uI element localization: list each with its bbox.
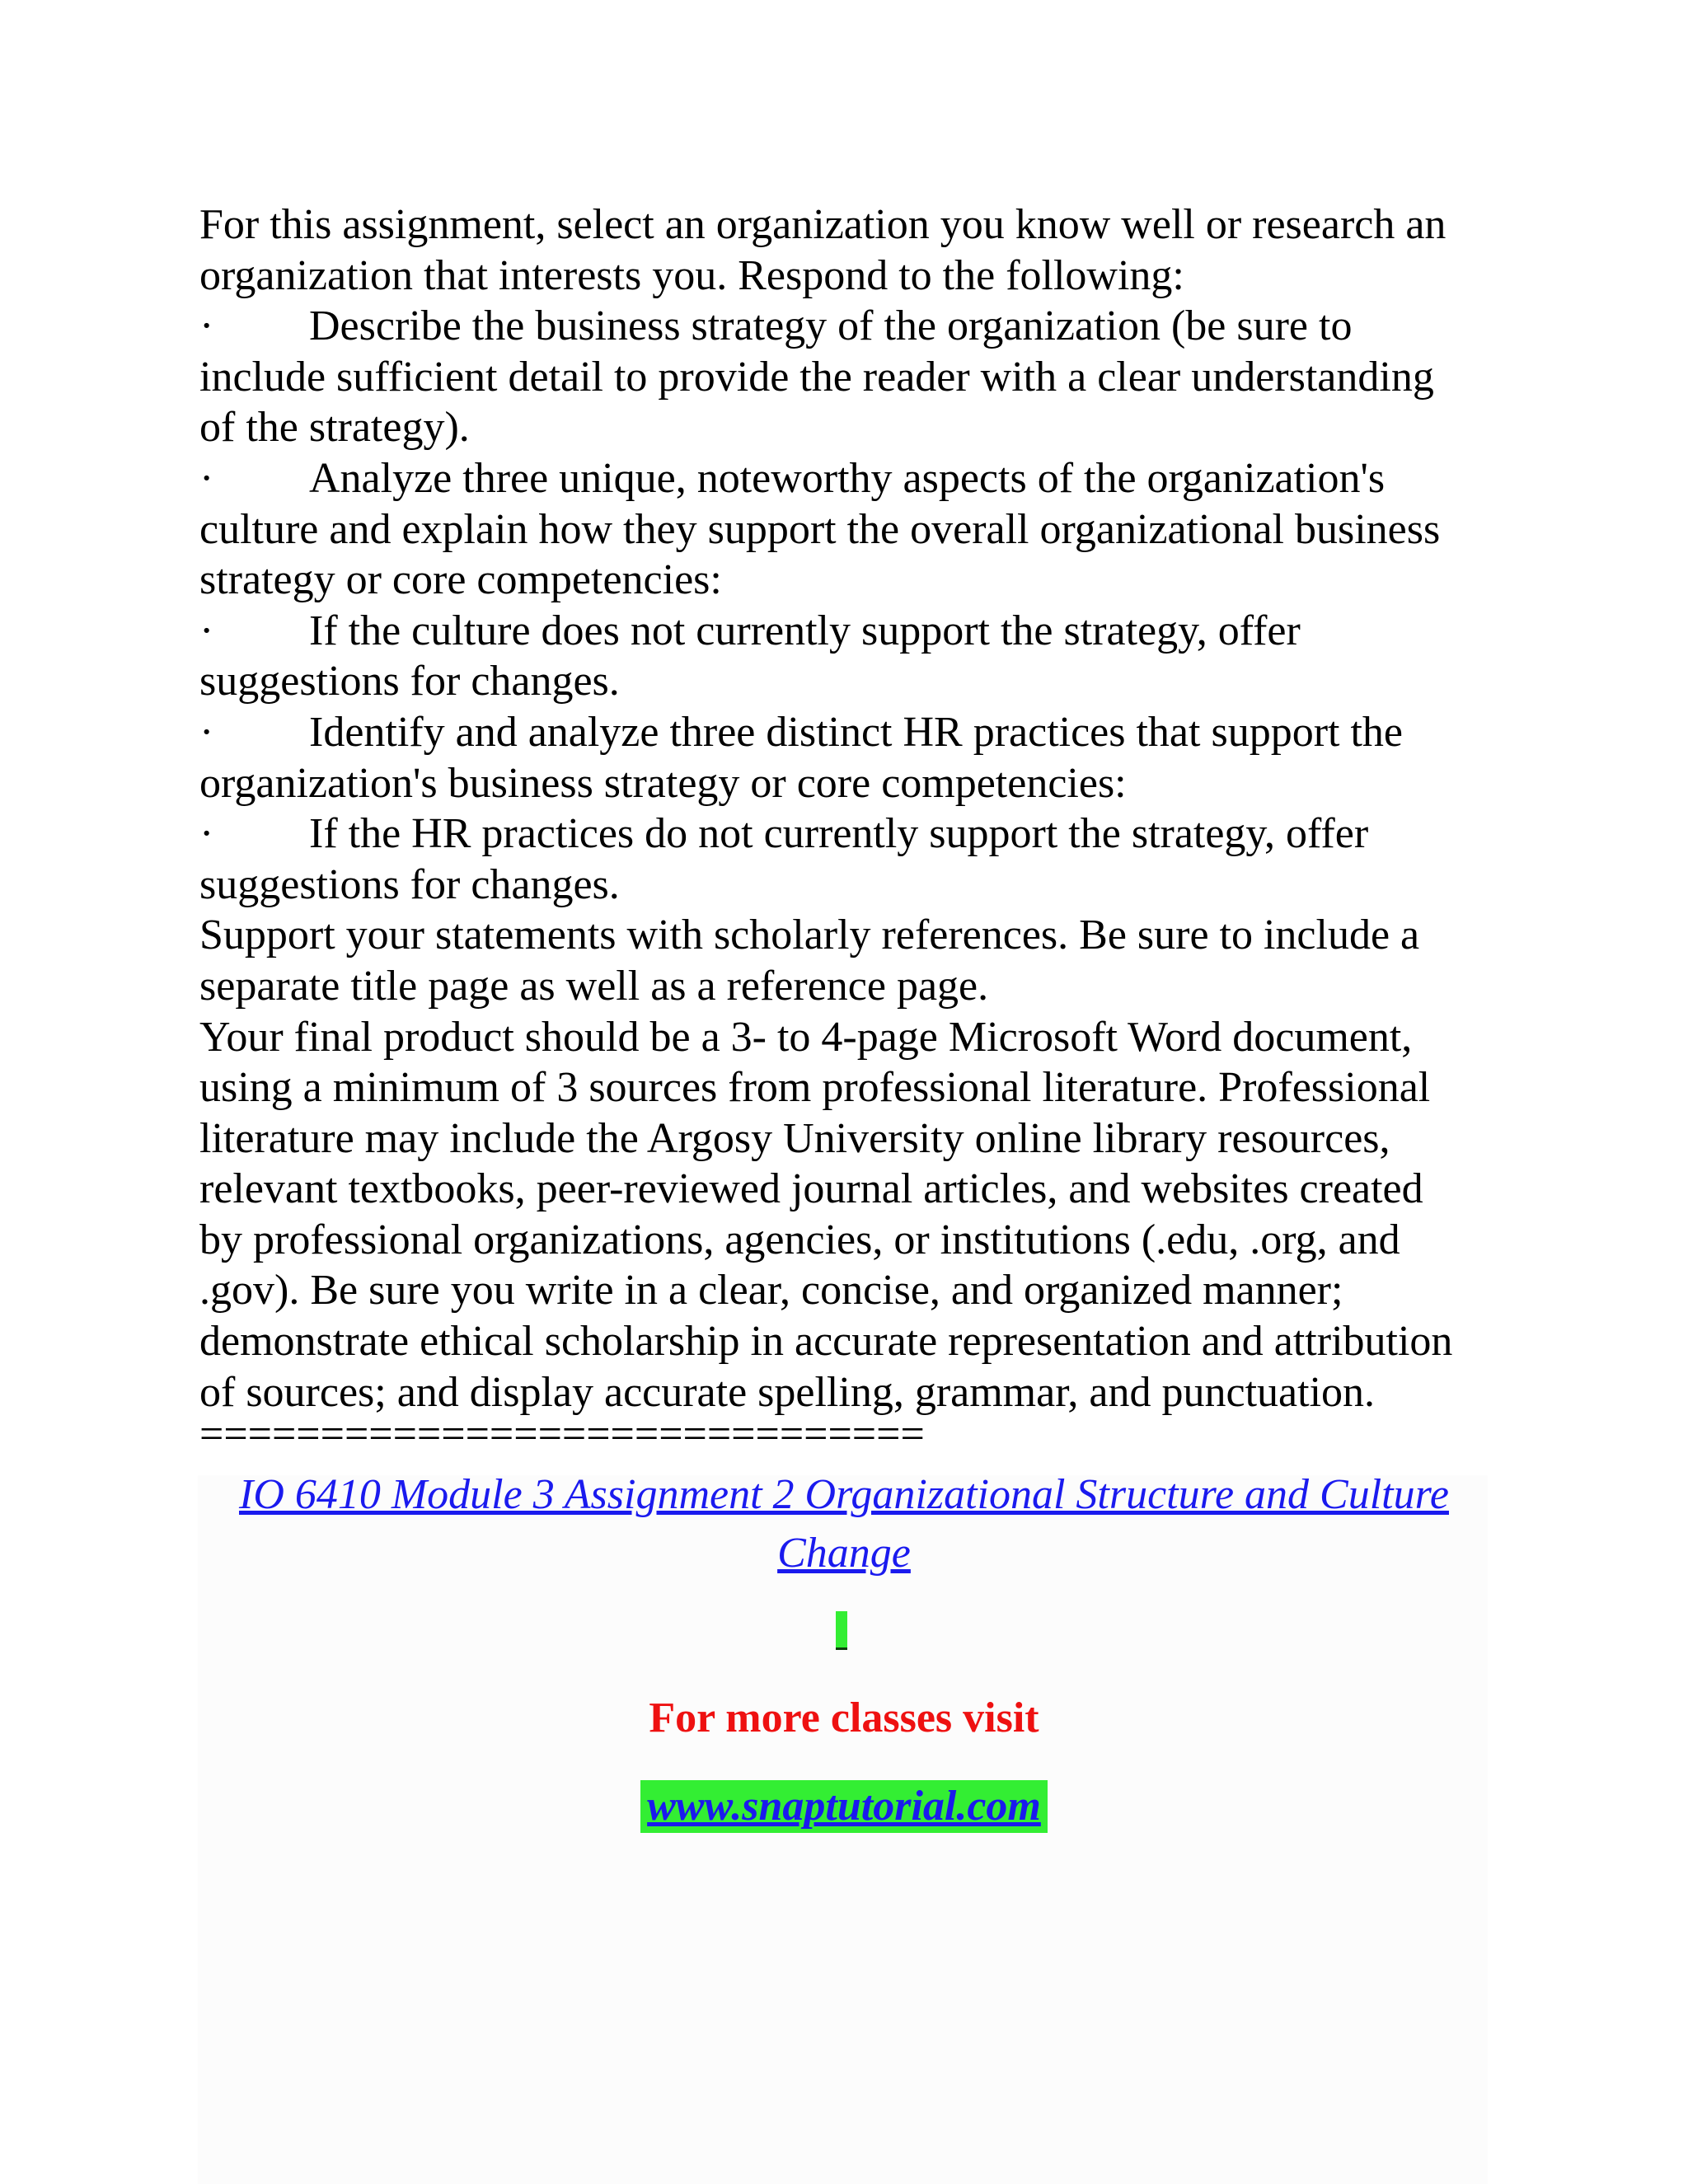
body-line: using a minimum of 3 sources from professional literature. Professional [199,1064,1431,1112]
assignment-body [199,199,1518,1452]
body-line: separate title page as well as a reference page. [199,962,989,1010]
bullet-item [199,453,1518,504]
title-link-line-1[interactable]: IO 6410 Module 3 Assignment 2 Organizational Structure and Culture [239,1471,1449,1518]
bullet-dot: · [199,708,214,756]
highlight-marker [836,1611,847,1650]
site-link[interactable]: www.snaptutorial.com [640,1780,1048,1833]
body-line: culture and explain how they support the overall organizational business [199,505,1441,553]
bullet-dot: · [199,810,214,858]
bullet-text: If the culture does not currently support the strategy, offer [309,607,1301,654]
title-link-line-2[interactable]: Change [777,1530,911,1577]
bullet-text: Analyze three unique, noteworthy aspects of the organization's [309,454,1386,502]
body-line: suggestions for changes. [199,860,620,908]
bullet-dot: · [199,302,214,350]
body-line: Support your statements with scholarly references. Be sure to include a [199,912,1420,959]
body-line: .gov). Be sure you write in a clear, concise, and organized manner; [199,1267,1343,1315]
bullet-item [199,808,1518,860]
assignment-title-link[interactable] [199,1465,1489,1582]
body-line: organization that interests you. Respond to the following: [199,251,1184,299]
bullet-dot: · [199,454,214,502]
bullet-text: Describe the business strategy of the organization (be sure to [309,302,1353,350]
bullet-item [199,301,1518,352]
body-line: include sufficient detail to provide the reader with a clear understanding [199,353,1434,401]
separator-line: ============================== [199,1418,925,1453]
body-line: organization's business strategy or core competencies: [199,759,1127,807]
bullet-item [199,606,1518,657]
site-link-container [199,1780,1489,1833]
bullet-dot: · [199,607,214,654]
bullet-text: If the HR practices do not currently support the strategy, offer [309,810,1369,858]
body-line: literature may include the Argosy University online library resources, [199,1114,1390,1162]
body-line: demonstrate ethical scholarship in accurate representation and attribution [199,1318,1453,1366]
bullet-text: Identify and analyze three distinct HR practices that support the [309,708,1403,756]
body-line: strategy or core competencies: [199,556,722,604]
body-line: by professional organizations, agencies, or institutions (.edu, .org, and [199,1216,1400,1263]
body-line: suggestions for changes. [199,658,620,705]
body-line: relevant textbooks, peer-reviewed journal articles, and websites created [199,1165,1423,1213]
promo-text: For more classes visit [649,1694,1039,1741]
body-line: of the strategy). [199,404,470,452]
body-line: Your final product should be a 3- to 4-page Microsoft Word document, [199,1013,1413,1061]
body-line: of sources; and display accurate spelling, grammar, and punctuation. [199,1368,1376,1416]
bullet-item [199,707,1518,758]
body-line: For this assignment, select an organization you know well or research an [199,201,1447,248]
